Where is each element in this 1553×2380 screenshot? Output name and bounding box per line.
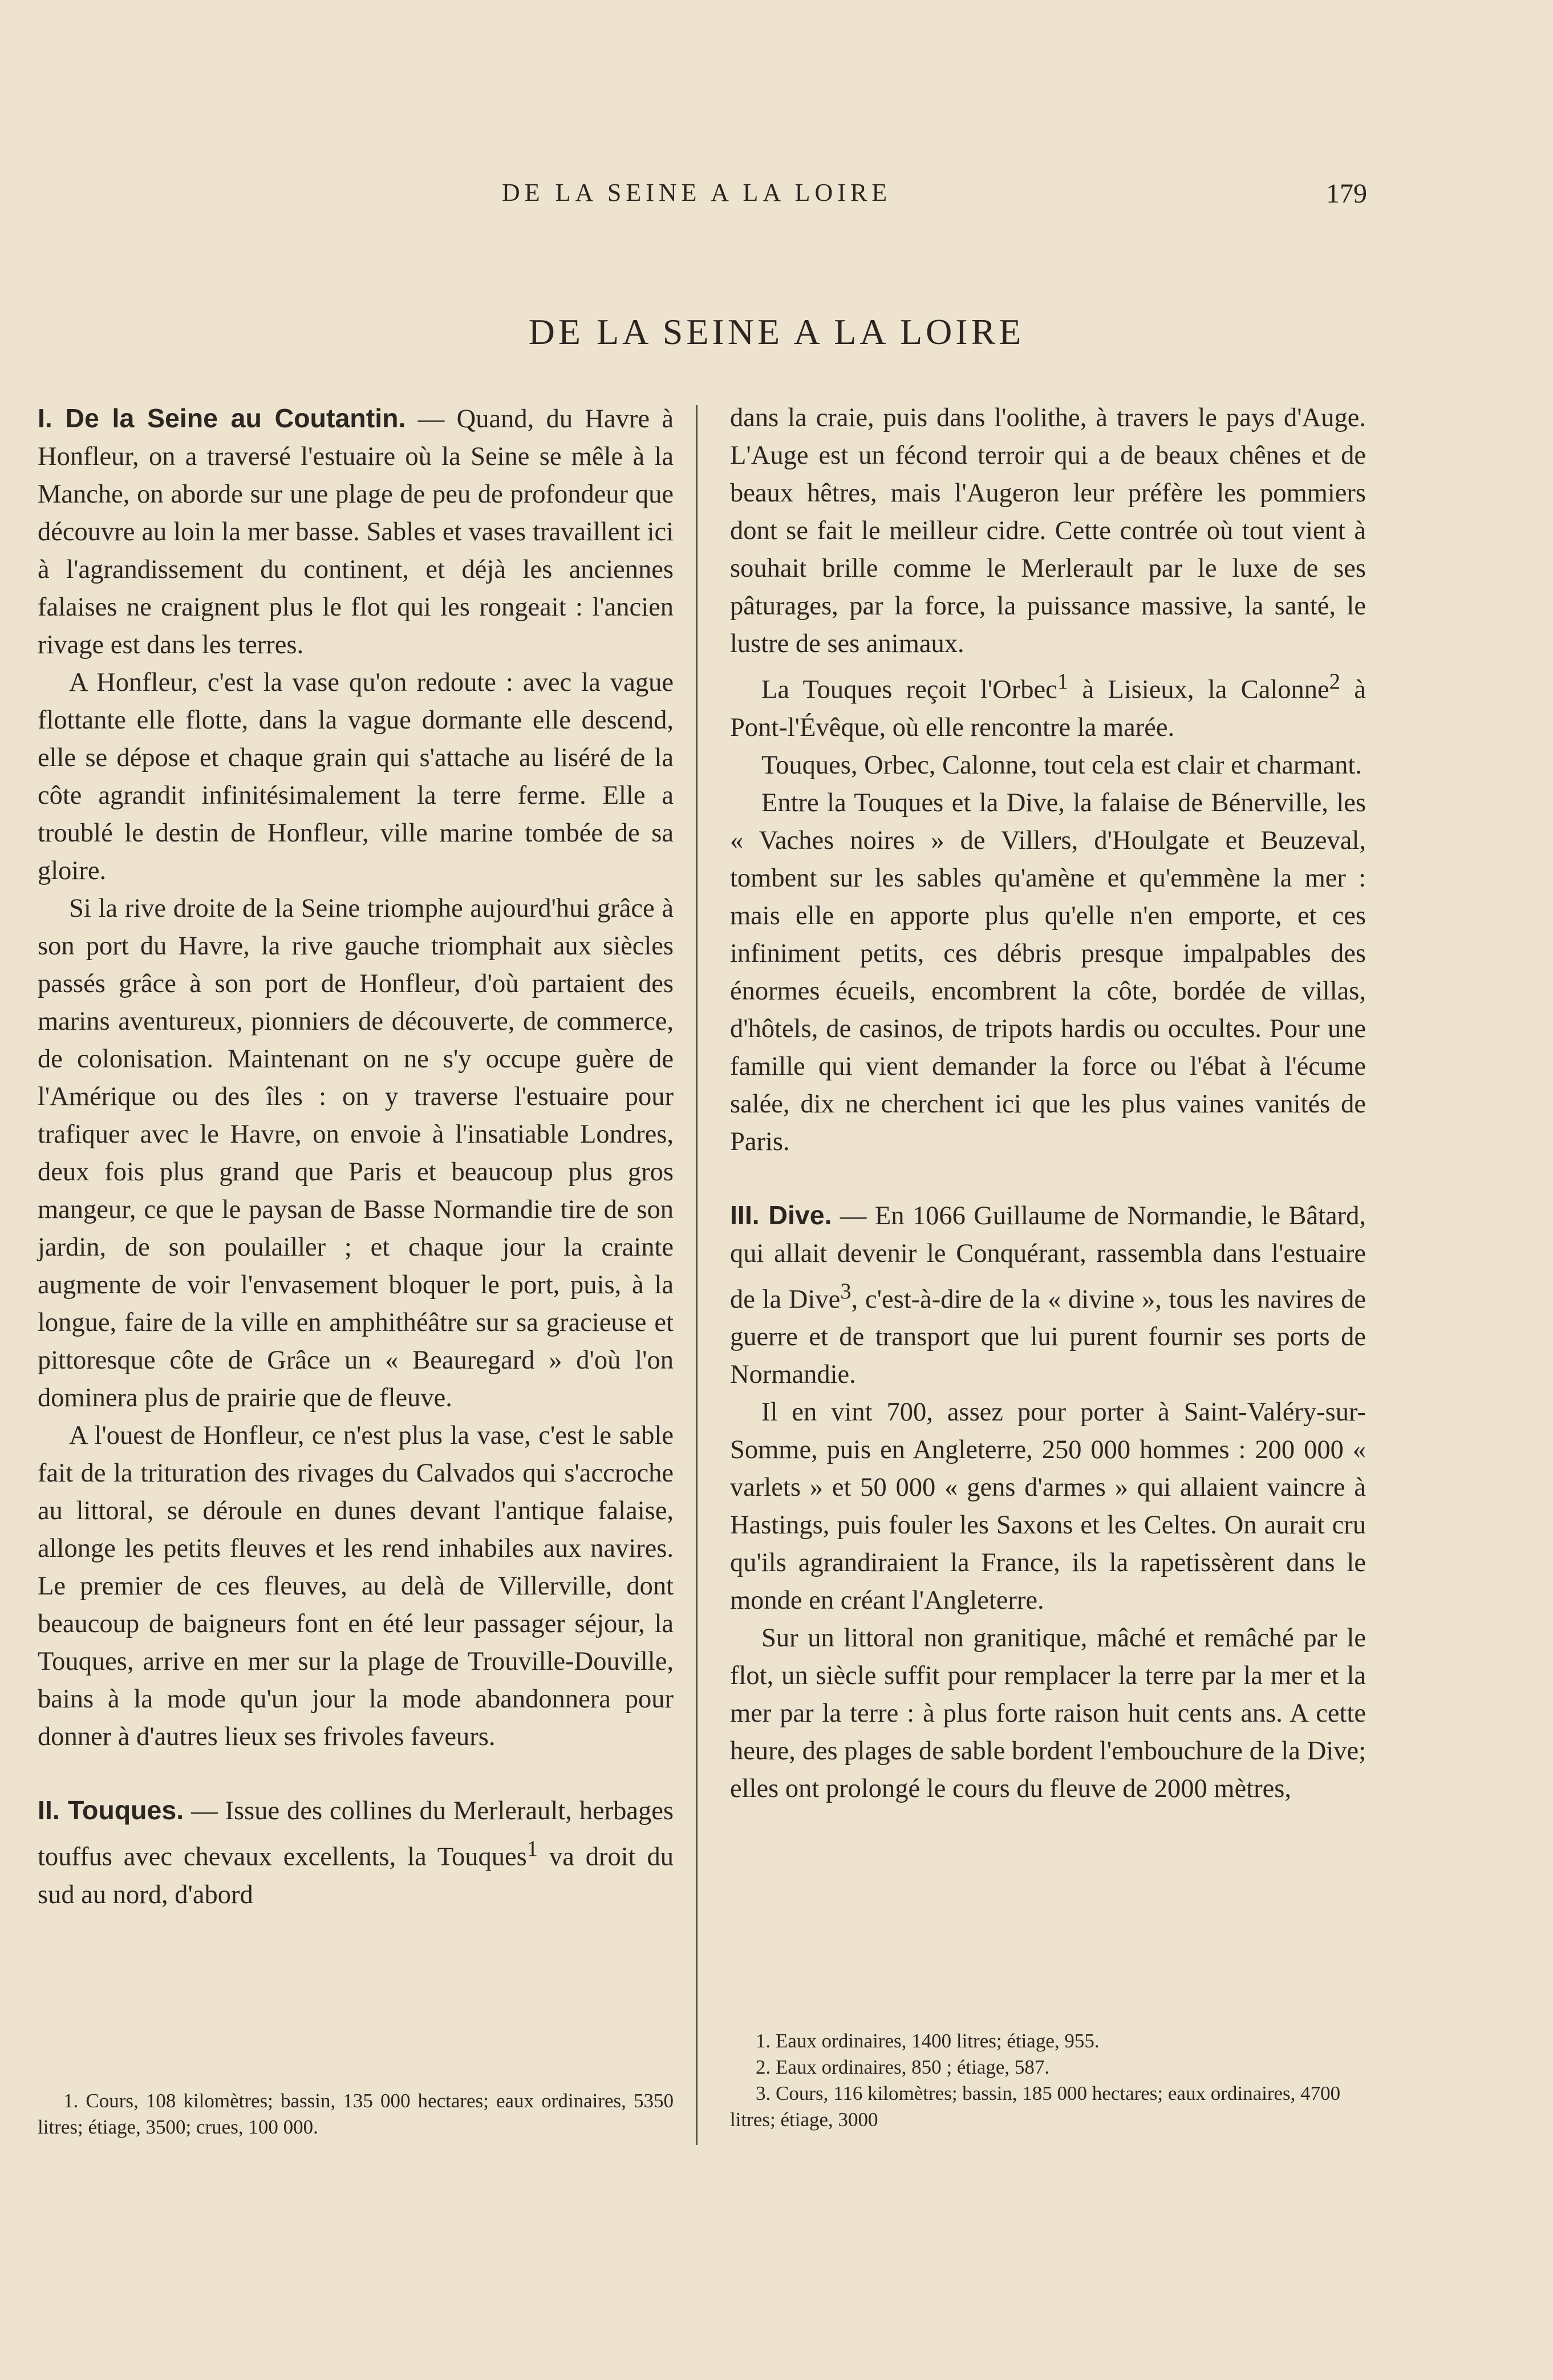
right-footnote-2: 2. Eaux ordinaires, 850 ; étiage, 587. xyxy=(756,2056,1050,2078)
section-2-text-b: va droit du sud au nord, d'abord xyxy=(38,1842,674,1909)
left-footnote-1: 1. Cours, 108 kilomètres; bassin, 135 000 hectares; eaux ordinaires, 5350 litres; étiage, 3500; crues, 100 000. xyxy=(38,2090,674,2138)
section-3-text-b: , c'est-à-dire de la « divine », tous les navires de guerre et de transport que lui purent fournir ses ports de Normandie. xyxy=(730,1285,1366,1389)
section-3-paragraph-2: Il en vint 700, assez pour porter à Saint-Valéry-sur-Somme, puis en Angleterre, 250 000 hommes : 200 000 « varlets » et 50 000 « gens d'armes » qui allaient vaincre à Hastings, puis fouler les Saxons et les Celtes. On aurait cru qu'ils agrandiraient la France, ils la rapetissèrent dans le monde en créant l'Angleterre. xyxy=(730,1398,1366,1615)
page-number: 179 xyxy=(1326,179,1367,209)
section-1-text: — Quand, du Havre à Honfleur, on a traversé l'estuaire où la Seine se mêle à la Manche, on aborde sur une plage de peu de profondeur que découvre au loin la mer basse. Sables et vases travaillent ici à l'agrandissement du continent, et déjà les anciennes falaises ne craignent plus le flot qui les rongeait : l'ancien rivage est dans les terres. xyxy=(38,404,674,659)
right-footnote-3: 3. Cours, 116 kilomètres; bassin, 185 000 hectares; eaux ordinaires, 4700 litres; étiage, 3000 xyxy=(730,2082,1341,2131)
footnote-ref-calonne: 2 xyxy=(1329,669,1341,694)
right-footnotes xyxy=(730,2028,1366,2133)
right-paragraph-2-text-c: à Pont-l'Évêque, où elle rencontre la marée. xyxy=(730,675,1366,742)
section-3-paragraph-1 xyxy=(730,1196,1366,1394)
section-1-paragraph-3: Si la rive droite de la Seine triomphe aujourd'hui grâce à son port du Havre, la rive gauche triomphait aux siècles passés grâce à son port de Honfleur, d'où partaient des marins aventureux, pionniers de découverte, de commerce, de colonisation. Maintenant on ne s'y occupe guère de l'Amérique ou des îles : on y traverse l'estuaire pour trafiquer avec le Havre, on envoie à l'insatiable Londres, deux fois plus grand que Paris et beaucoup plus gros mangeur, ce que le paysan de Basse Normandie tire de son jardin, de son poulailler ; et chaque jour la crainte augmente de voir l'envasement bloquer le port, puis, à la longue, faire de la ville en amphithéâtre sur sa gracieuse et pittoresque côte de Grâce un « Beauregard » d'où l'on dominera plus de prairie que de fleuve. xyxy=(38,894,674,1412)
right-column xyxy=(730,399,1366,1808)
section-2-heading: II. Touques. xyxy=(38,1795,184,1825)
section-1-paragraph-4: A l'ouest de Honfleur, ce n'est plus la vase, c'est le sable fait de la trituration des rivages du Calvados qui s'accroche au littoral, se déroule en dunes devant l'antique falaise, allonge les petits fleuves et les rend inhabiles aux navires. Le premier de ces fleuves, au delà de Villerville, dont beaucoup de baigneurs font en été leur passager séjour, la Touques, arrive en mer sur la plage de Trouville-Douville, bains à la mode qu'un jour la mode abandonnera pour donner à d'autres lieux ses frivoles faveurs. xyxy=(38,1421,674,1751)
section-2-paragraph-1 xyxy=(38,1791,674,1914)
left-column xyxy=(38,399,674,1914)
page-title: DE LA SEINE A LA LOIRE xyxy=(528,311,1025,352)
column-divider xyxy=(696,405,698,2145)
section-3-heading: III. Dive. xyxy=(730,1200,832,1230)
right-paragraph-4: Entre la Touques et la Dive, la falaise de Bénerville, les « Vaches noires » de Villers, d'Houlgate et Beuzeval, tombent sur les sables qu'amène et qu'emmène la mer : mais elle en apporte plus qu'elle n'en emporte, et ces infiniment petits, ces débris presque impalpables des énormes écueils, encombrent la côte, bordée de villas, d'hôtels, de casinos, de tripots hardis ou occultes. Pour une famille qui vient demander la force ou l'ébat à l'écume salée, dix ne cherchent ici que les plus vaines vanités de Paris. xyxy=(730,788,1366,1156)
right-paragraph-3: Touques, Orbec, Calonne, tout cela est clair et charmant. xyxy=(761,750,1362,780)
footnote-ref-orbec: 1 xyxy=(1057,669,1069,694)
right-paragraph-2 xyxy=(730,663,1366,747)
section-1-paragraph-2: A Honfleur, c'est la vase qu'on redoute : avec la vague flottante elle flotte, dans la vague dormante elle descend, elle se dépose et chaque grain qui s'attache au liséré de la côte agrandit infinitésimalement la terre ferme. Elle a troublé le destin de Honfleur, ville marine tombée de sa gloire. xyxy=(38,668,674,885)
right-paragraph-2-text-b: à Lisieux, la Calonne xyxy=(1068,675,1329,705)
section-3-paragraph-3: Sur un littoral non granitique, mâché et remâché par le flot, un siècle suffit pour remplacer la terre par la mer et la mer par la terre : à plus forte raison huit cents ans. A cette heure, des plages de sable bordent l'embouchure de la Dive; elles ont prolongé le cours du fleuve de 2000 mètres, xyxy=(730,1624,1366,1803)
right-paragraph-1: dans la craie, puis dans l'oolithe, à travers le pays d'Auge. L'Auge est un fécond terroir qui a de beaux chênes et de beaux hêtres, mais l'Augeron leur préfère les pommiers dont se fait le meilleur cidre. Cette contrée où tout vient à souhait brille comme le Merlerault par le luxe de ses pâturages, par la force, la puissance massive, la santé, le lustre de ses animaux. xyxy=(730,403,1366,658)
page-header xyxy=(0,178,1553,212)
section-1-paragraph-1 xyxy=(38,399,674,664)
right-footnote-1: 1. Eaux ordinaires, 1400 litres; étiage, 955. xyxy=(756,2030,1100,2052)
section-1-heading: I. De la Seine au Coutantin. xyxy=(38,403,406,433)
footnote-ref-dive: 3 xyxy=(840,1278,851,1304)
running-head: DE LA SEINE A LA LOIRE xyxy=(502,179,892,207)
section-3-text-a: — En 1066 Guillaume de Normandie, le Bâtard, qui allait devenir le Conquérant, rassembla dans l'estuaire de la Dive xyxy=(730,1201,1366,1314)
right-paragraph-2-text-a: La Touques reçoit l'Orbec xyxy=(761,675,1057,705)
footnote-ref-1: 1 xyxy=(526,1836,538,1861)
section-2-text-a: — Issue des collines du Merlerault, herbages touffus avec chevaux excellents, la Touques xyxy=(38,1796,674,1872)
